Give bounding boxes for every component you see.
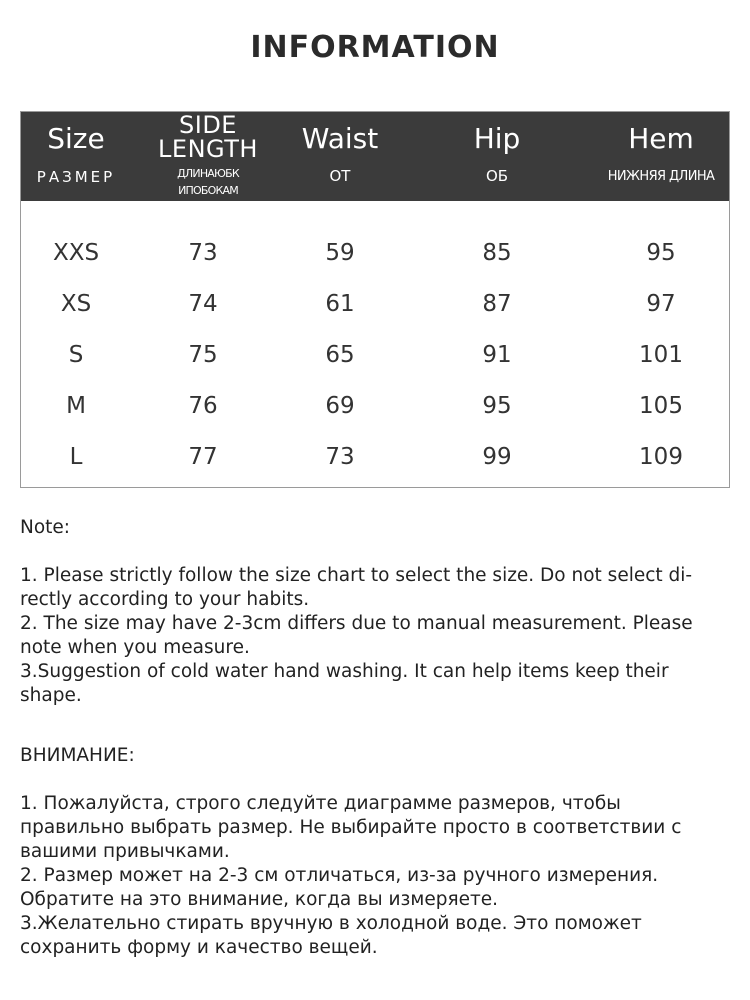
header-hem-sublabel: НИЖНЯЯ ДЛИНА bbox=[607, 169, 715, 184]
header-hem bbox=[591, 112, 731, 201]
header-hip-sublabel: ОБ bbox=[485, 167, 509, 185]
cell-waist: 69 bbox=[325, 393, 355, 419]
cell-hem: 101 bbox=[639, 342, 683, 368]
notes-section bbox=[20, 516, 735, 960]
cell-side-length: 74 bbox=[188, 291, 218, 317]
note-line-ru: вашими привычками. bbox=[20, 841, 230, 862]
header-hip-label: Hip bbox=[473, 122, 521, 155]
table-row bbox=[21, 330, 729, 381]
header-size-sublabel: РАЗМЕР bbox=[36, 168, 116, 186]
cell-hip: 95 bbox=[482, 393, 512, 419]
note-line-ru: 1. Пожалуйста, строго следуйте диаграмме размеров, чтобы bbox=[20, 793, 621, 814]
cell-side-length: 77 bbox=[188, 444, 218, 470]
cell-hem: 105 bbox=[639, 393, 683, 419]
note-line: 1. Please strictly follow the size chart to select the size. Do not select di- bbox=[20, 565, 693, 586]
header-waist bbox=[280, 112, 400, 201]
cell-hip: 91 bbox=[482, 342, 512, 368]
cell-hem: 97 bbox=[646, 291, 676, 317]
header-side-length-sub2: ИПОБОКАМ bbox=[178, 184, 238, 197]
header-side-length bbox=[148, 112, 268, 201]
note-line: rectly according to your habits. bbox=[20, 589, 310, 610]
note-line-ru: правильно выбрать размер. Не выбирайте просто в соответствии с bbox=[20, 817, 682, 838]
header-hip bbox=[437, 112, 557, 201]
cell-size: S bbox=[68, 342, 84, 368]
cell-waist: 65 bbox=[325, 342, 355, 368]
cell-waist: 61 bbox=[325, 291, 355, 317]
note-heading: Note: bbox=[20, 517, 71, 538]
note-line: shape. bbox=[20, 685, 82, 706]
size-chart-table bbox=[20, 111, 730, 488]
table-row bbox=[21, 279, 729, 330]
note-line-ru: сохранить форму и качество вещей. bbox=[20, 937, 378, 958]
size-chart-body bbox=[21, 201, 729, 487]
note-line: 3.Suggestion of cold water hand washing. It can help items keep their bbox=[20, 661, 669, 682]
cell-hip: 85 bbox=[482, 240, 512, 266]
header-hem-label: Hem bbox=[628, 122, 694, 155]
cell-waist: 59 bbox=[325, 240, 355, 266]
note-line-ru: Обратите на это внимание, когда вы измеряете. bbox=[20, 889, 499, 910]
header-waist-sublabel: ОТ bbox=[329, 167, 351, 185]
cell-side-length: 75 bbox=[188, 342, 218, 368]
cell-hip: 87 bbox=[482, 291, 512, 317]
size-chart-header bbox=[21, 112, 729, 201]
note-line-ru: 3.Желательно стирать вручную в холодной воде. Это поможет bbox=[20, 913, 642, 934]
table-row bbox=[21, 228, 729, 279]
header-side-length-line1: SIDE bbox=[179, 111, 237, 139]
cell-size: XXS bbox=[52, 240, 100, 266]
table-row bbox=[21, 381, 729, 432]
note-heading-ru: ВНИМАНИЕ: bbox=[20, 745, 135, 766]
header-side-length-sub1: ДЛИНАЮБК bbox=[177, 167, 239, 180]
header-size bbox=[21, 112, 131, 201]
note-line: 2. The size may have 2-3cm differs due to manual measurement. Please bbox=[20, 613, 693, 634]
header-size-label: Size bbox=[47, 122, 105, 155]
header-waist-label: Waist bbox=[301, 122, 379, 155]
cell-waist: 73 bbox=[325, 444, 355, 470]
note-line-ru: 2. Размер может на 2-3 см отличаться, из-за ручного измерения. bbox=[20, 865, 659, 886]
cell-hip: 99 bbox=[482, 444, 512, 470]
cell-hem: 109 bbox=[639, 444, 683, 470]
note-line: note when you measure. bbox=[20, 637, 250, 658]
table-row bbox=[21, 432, 729, 483]
cell-hem: 95 bbox=[646, 240, 676, 266]
cell-size: L bbox=[69, 444, 83, 470]
cell-size: XS bbox=[60, 291, 92, 317]
cell-size: M bbox=[66, 393, 86, 419]
page-title: INFORMATION bbox=[250, 30, 500, 65]
cell-side-length: 76 bbox=[188, 393, 218, 419]
header-side-length-line2: LENGTH bbox=[158, 135, 258, 163]
cell-side-length: 73 bbox=[188, 240, 218, 266]
